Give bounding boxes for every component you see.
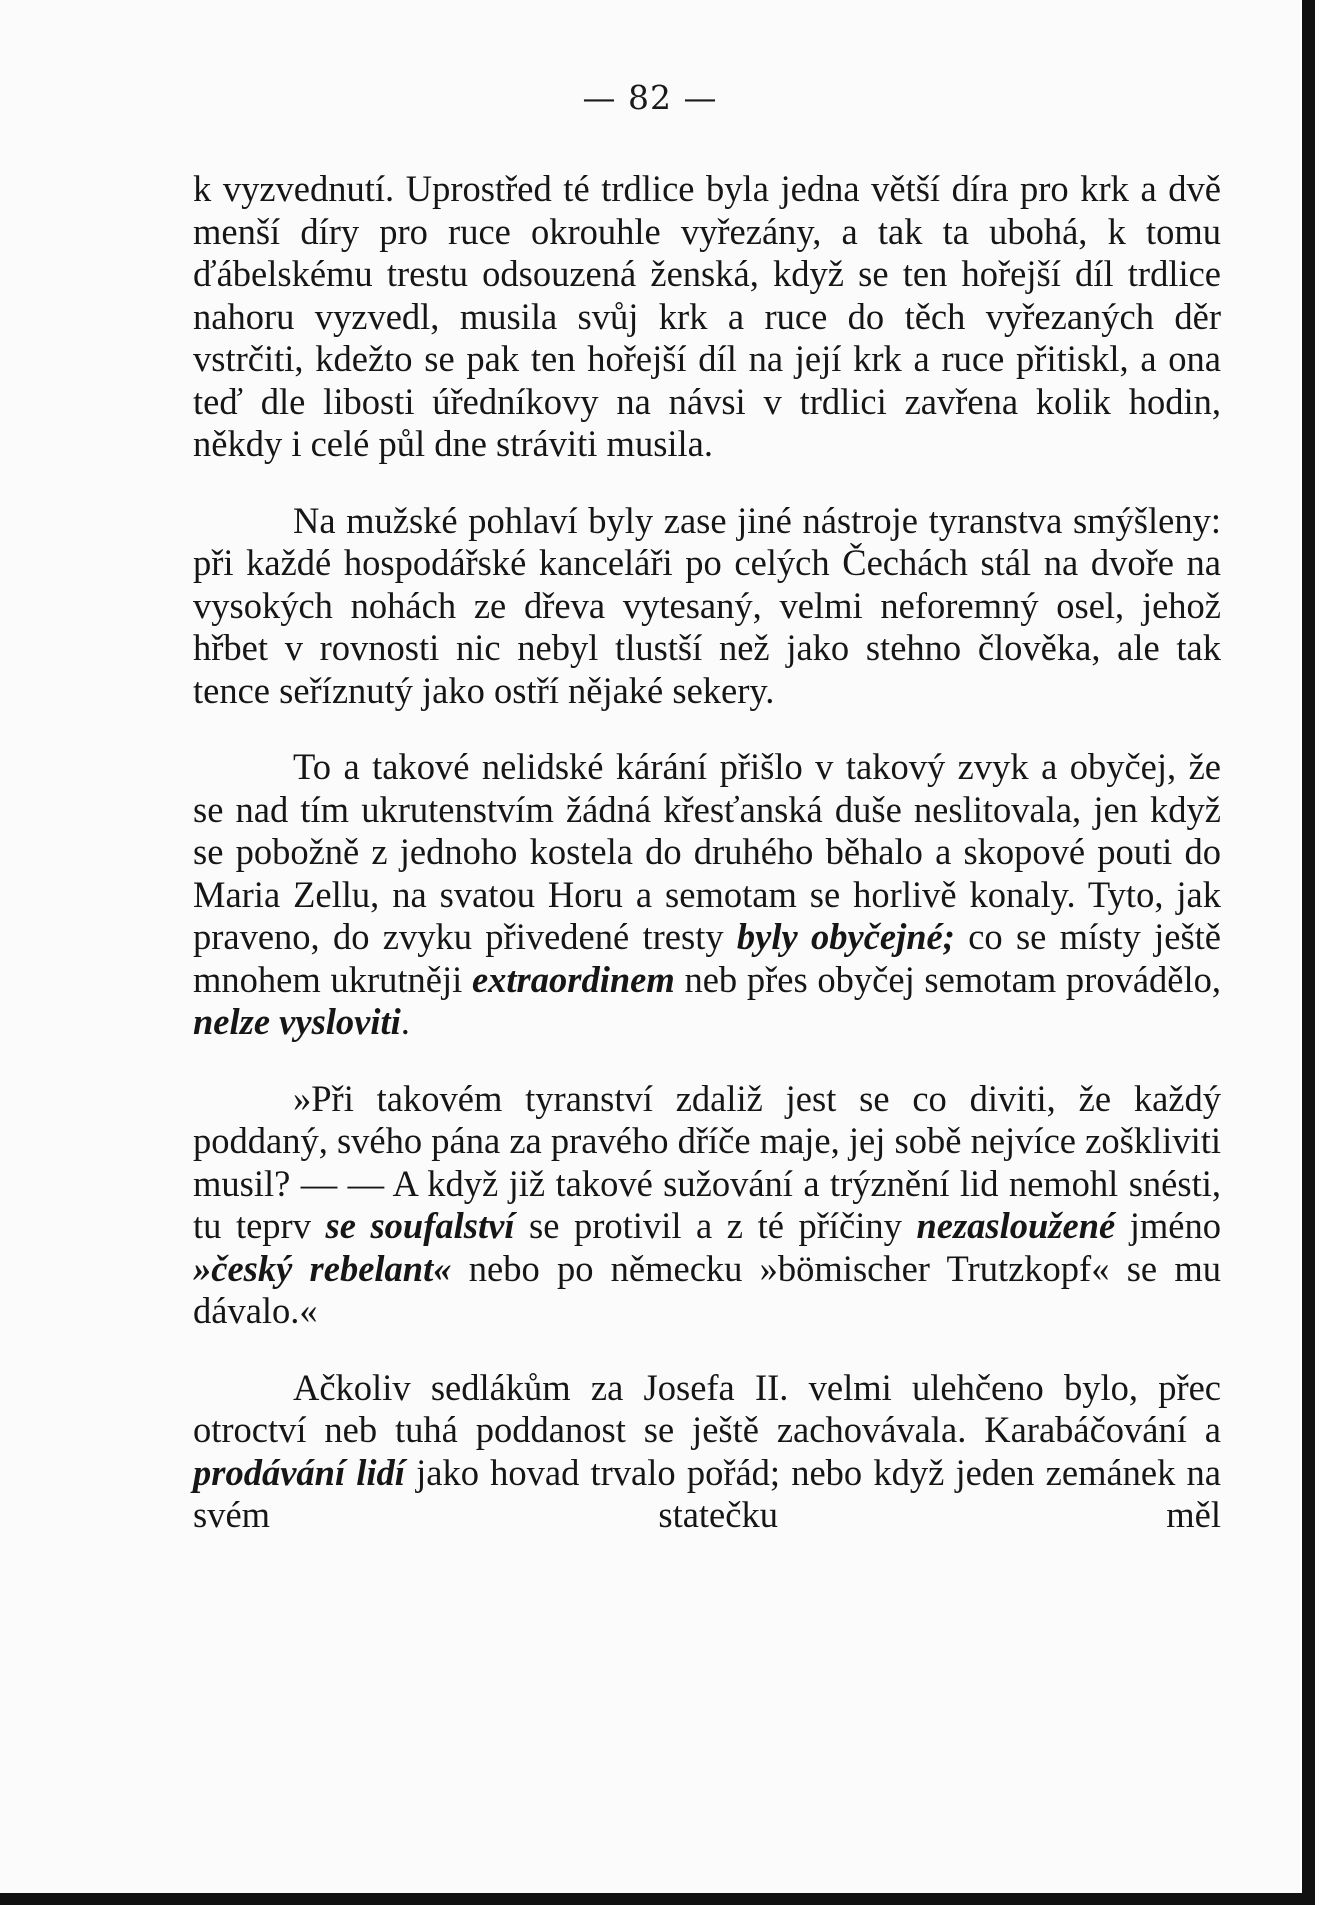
text-run: »Při takovém tyranství zdaliž jest se co diviti, že každý poddaný, svého pána za pravého dříče maje, jej sobě nejvíce zoškliviti musil? — — A když již takové sužování a trýznění lid nemohl snésti, tu teprv: [193, 1077, 1221, 1246]
text-run: Ačkoliv sedlákům za Josefa II. velmi ulehčeno bylo, přec otroctví neb tuhá poddanost se ještě zachovávala. Karabáčování a: [193, 1366, 1221, 1450]
emphasis-nelze-vysloviti: nelze vysloviti: [193, 1001, 401, 1042]
emphasis-byly-obycejne: byly obyčejné;: [736, 916, 955, 957]
text-run: nebo po německu »bömischer Trutzkopf« se mu dávalo.«: [193, 1247, 1221, 1331]
paragraph-male-punishment: Na mužské pohlaví byly zase jiné nástroje tyranstva smýšleny: při každé hospodářské kanceláři po celých Čechách stál na dvoře na vysokých nohách ze dřeva vytesaný, velmi neforemný osel, jehož hřbet v rovnosti nic nebyl tlustší než jako stehno člověka, ale tak tence seříznutý jako ostří nějaké sekery.: [193, 499, 1221, 711]
scan-bottom-edge: [0, 1893, 1315, 1905]
text-run: jako hovad trvalo pořád; nebo když jeden zemánek na svém statečku měl: [193, 1451, 1221, 1535]
scan-right-edge: [1302, 0, 1315, 1893]
paragraph-custom: [193, 746, 1221, 1044]
emphasis-prodavani-lidi: prodávání lidí: [193, 1451, 405, 1493]
emphasis-extraordinem: extraordinem: [471, 958, 675, 1000]
paragraph-quote: [193, 1078, 1221, 1333]
paragraph-josef: [193, 1367, 1221, 1537]
text-run: To a takové nelidské kárání přišlo v takový zvyk a obyčej, že se nad tím ukrutenstvím žádná křesťanská duše neslitovala, jen když se pobožně z jednoho kostela do druhého běhalo a skopové pouti do Maria Zellu, na svatou Horu a semotam se horlivě konaly. Tyto, jak praveno, do zvyku přivedené tresty: [193, 746, 1221, 957]
page-number: — 82 —: [582, 78, 718, 117]
paragraph-continuation: k vyzvednutí. Uprostřed té trdlice byla jedna větší díra pro krk a dvě menší díry pro ruce okrouhle vyřezány, a tak ta ubohá, k tomu ďábelskému trestu odsouzená ženská, když se ten hořejší díl trdlice nahoru vyzvedl, musila svůj krk a ruce do těch vyřezaných děr vstrčiti, kdežto se pak ten hořejší díl na její krk a ruce přitiskl, a ona teď dle libosti úředníkovy na návsi v trdlici zavřena kolik hodin, někdy i celé půl dne stráviti musila.: [193, 168, 1221, 464]
text-run: neb přes obyčej semotam provádělo,: [674, 958, 1221, 1000]
body-text: [193, 168, 1221, 1537]
text-run: .: [400, 1001, 410, 1042]
text-run: jméno: [1115, 1205, 1221, 1246]
emphasis-nezaslouzene: nezasloužené: [916, 1205, 1116, 1246]
emphasis-se-soufalstvi: se soufalství: [325, 1205, 515, 1246]
emphasis-cesky-rebelant: »český rebelant«: [193, 1247, 452, 1289]
text-run: co se místy ještě mnohem ukrutněji: [193, 916, 1221, 1000]
text-run: se protivil a z té příčiny: [514, 1205, 917, 1246]
